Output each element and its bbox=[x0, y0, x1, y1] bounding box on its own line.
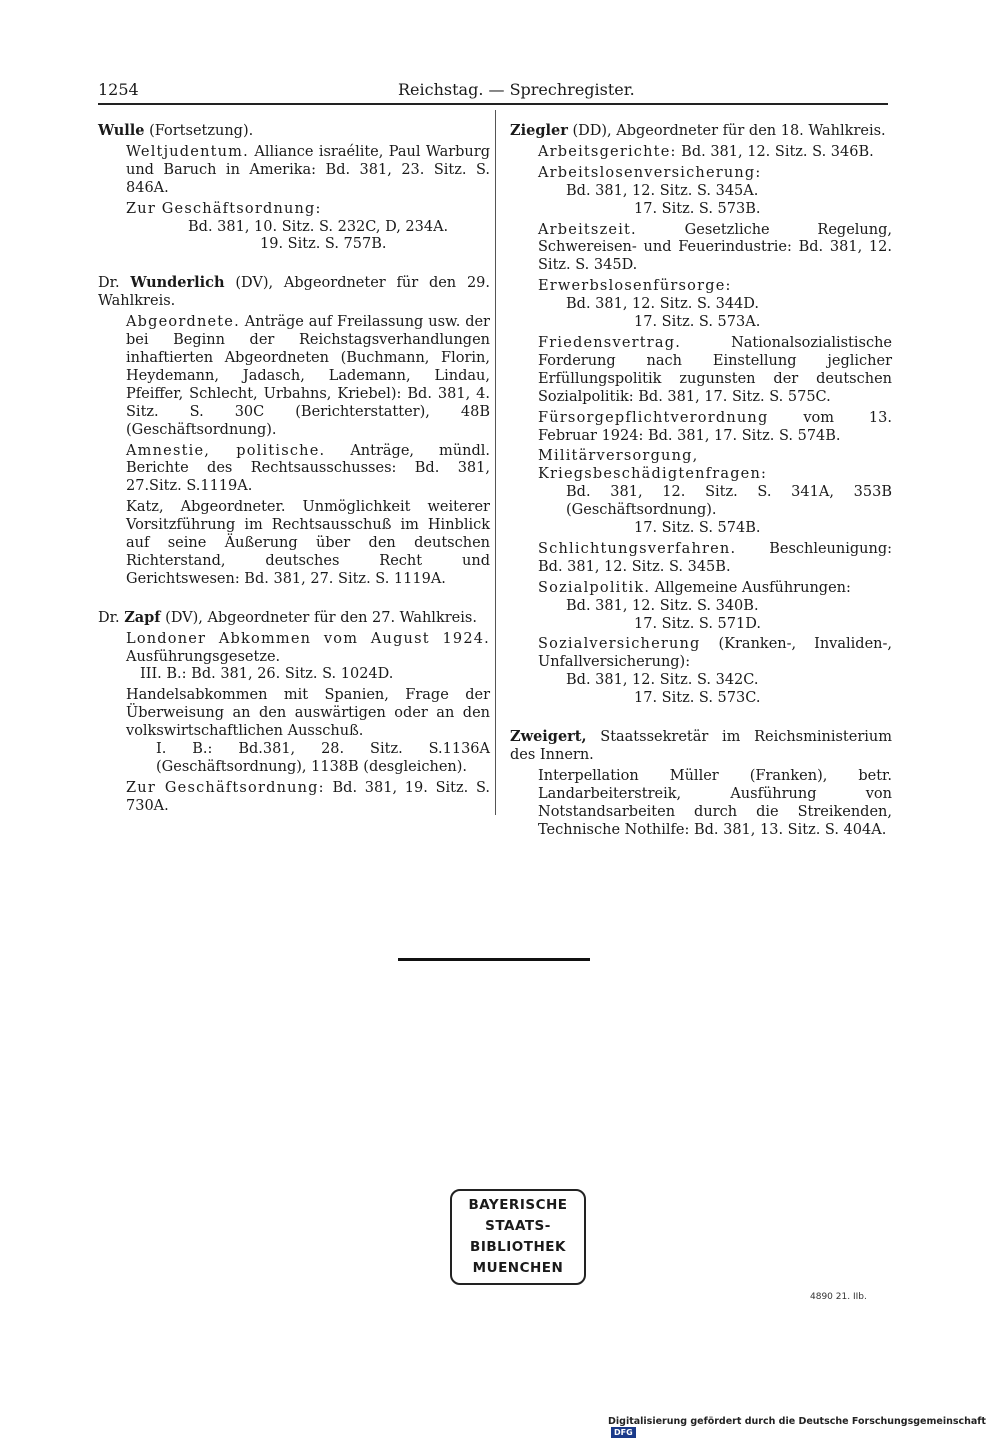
left-column bbox=[98, 122, 490, 836]
reference: 17. Sitz. S. 573B. bbox=[634, 200, 761, 217]
header-rule bbox=[98, 103, 888, 105]
subject-item bbox=[510, 768, 892, 840]
subject-item bbox=[510, 580, 892, 634]
print-code: 4890 21. IIb. bbox=[810, 1292, 867, 1302]
subject-key: Arbeitszeit. bbox=[538, 221, 637, 238]
reference: Bd. 381, 12. Sitz. S. 342C. bbox=[566, 672, 759, 689]
column-divider bbox=[495, 110, 496, 815]
subject-key: Abgeordnete. bbox=[126, 314, 240, 331]
entry-ziegler bbox=[510, 122, 892, 708]
subject-item bbox=[510, 448, 892, 538]
subject-item bbox=[510, 165, 892, 219]
subject-item bbox=[98, 314, 490, 439]
library-stamp bbox=[450, 1189, 586, 1285]
subject-key: Katz, Abgeordneter. bbox=[126, 499, 286, 516]
subject-key: Londoner Abkommen vom August 1924. bbox=[126, 630, 490, 647]
running-title: Reichstag. — Sprechregister. bbox=[398, 80, 635, 99]
subject-key: Sozialpolitik. bbox=[538, 579, 651, 596]
speaker-name: Ziegler bbox=[510, 122, 568, 139]
entry-zapf bbox=[98, 609, 490, 816]
reference: Bd. 381, 12. Sitz. S. 344D. bbox=[566, 296, 760, 313]
speaker-name: Wulle bbox=[98, 122, 145, 139]
subject-text: Allgemeine Ausführungen: bbox=[650, 579, 851, 596]
page-number: 1254 bbox=[98, 80, 139, 99]
entry-zweigert bbox=[510, 728, 892, 839]
subject-item bbox=[510, 278, 892, 332]
reference: Bd. 381, 12. Sitz. S. 340B. bbox=[566, 597, 759, 614]
subject-key: Zur Geschäftsordnung: bbox=[126, 200, 322, 217]
subject-text: Bd. 381, 19. Sitz. S. 730A. bbox=[126, 779, 491, 814]
subject-key: Militärversorgung, Kriegsbeschädigtenfragen: bbox=[538, 448, 768, 483]
reference: Bd. 381, 10. Sitz. S. 232C, D, 234A. bbox=[188, 218, 449, 235]
reference: Bd. 381, 12. Sitz. S. 341A, 353B (Geschäftsordnung). bbox=[566, 484, 892, 519]
subject-text: Anträge, mündl. Berichte des Rechtsausschusses: Bd. 381, 27.Sitz. S.1119A. bbox=[126, 442, 491, 495]
subject-key: Zur Geschäftsordnung: bbox=[126, 779, 325, 796]
subject-text: Interpellation Müller (Franken), betr. Landarbeiterstreik, Ausführung von Notstandsarbeiten durch die Streikenden, Technische Nothilfe: Bd. 381, 13. Sitz. S. 404A. bbox=[538, 767, 892, 838]
subject-item bbox=[510, 222, 892, 276]
speaker-name: Zapf bbox=[124, 608, 161, 626]
speaker-info: (DD), Abgeordneter für den 18. Wahlkreis. bbox=[567, 123, 886, 139]
entry-wunderlich bbox=[98, 274, 490, 588]
subject-key: Arbeitslosenversicherung: bbox=[538, 164, 762, 181]
reference: 17. Sitz. S. 571D. bbox=[634, 615, 761, 632]
subject-item bbox=[510, 144, 892, 162]
reference: 19. Sitz. S. 757B. bbox=[260, 236, 387, 253]
footer-text: Digitalisierung gefördert durch die Deutsche Forschungsgemeinschaft bbox=[608, 1416, 986, 1427]
subject-text: Unmöglichkeit weiterer Vorsitzführung im Rechtsausschuß im Hinblick auf seine Äußerung über den deutschen Richterstand, deutsches Recht und Gerichtswesen: Bd. 381, 27. Sitz. S. 1119A. bbox=[126, 499, 490, 587]
subject-key: Erwerbslosenfürsorge: bbox=[538, 278, 732, 295]
subject-item bbox=[98, 631, 490, 685]
subject-item bbox=[98, 687, 490, 777]
reference: 17. Sitz. S. 573A. bbox=[634, 314, 761, 331]
subject-text: Alliance israélite, Paul Warburg und Baruch in Amerika: Bd. 381, 23. Sitz. S. 846A. bbox=[126, 143, 490, 196]
subject-key: Fürsorgepflichtverordnung bbox=[538, 409, 769, 426]
section-separator bbox=[398, 958, 590, 961]
subject-item bbox=[510, 636, 892, 708]
reference: 17. Sitz. S. 574B. bbox=[634, 520, 761, 537]
speaker-title: Dr. bbox=[98, 609, 125, 626]
speaker-title: Dr. bbox=[98, 275, 131, 292]
subject-text: Gesetzliche Regelung, Schwereisen- und Feuerindustrie: Bd. 381, 12. Sitz. S. 345D. bbox=[538, 221, 892, 274]
subject-item bbox=[510, 335, 892, 407]
subject-text: (Kranken-, Invaliden-, Unfallversicherung): bbox=[538, 636, 892, 671]
speaker-info: Staatssekretär im Reichsministerium des Innern. bbox=[510, 729, 892, 763]
subject-key: Weltjudentum. bbox=[126, 143, 249, 160]
subject-item bbox=[98, 780, 490, 816]
subject-key: Arbeitsgerichte: bbox=[538, 143, 677, 160]
subject-key: Friedensvertrag. bbox=[538, 334, 682, 351]
subject-text: Beschleunigung: Bd. 381, 12. Sitz. S. 345B. bbox=[538, 540, 892, 575]
subject-item bbox=[510, 410, 892, 446]
running-header bbox=[98, 80, 888, 102]
stamp-line: MUENCHEN bbox=[472, 1260, 564, 1276]
speaker-info: (Fortsetzung). bbox=[144, 123, 254, 139]
reference: III. B.: Bd. 381, 26. Sitz. S. 1024D. bbox=[140, 666, 394, 683]
subject-text: Nationalsozialistische Forderung nach Einstellung jeglicher Erfüllungspolitik zugunsten der deutschen Sozialpolitik: Bd. 381, 17. Sitz. S. 575C. bbox=[538, 334, 892, 405]
subject-item bbox=[98, 443, 490, 497]
subject-text: Anträge auf Freilassung usw. der bei Beginn der Reichstagsverhandlungen inhaftierten Abgeordneten (Buchmann, Florin, Heydemann, Jadasch, Lademann, Lindau, Pfeiffer, Schlecht, Urbahns, Kriebel): Bd. 381, 4. Sitz. S. 30C (Berichterstatter), 48B (Geschäftsordnung). bbox=[126, 314, 490, 438]
footer-credit bbox=[608, 1416, 1000, 1438]
stamp-line: BIBLIOTHEK bbox=[470, 1239, 566, 1255]
subject-text: Frage der Überweisung an den auswärtigen oder an den volkswirtschaftlichen Ausschuß. bbox=[126, 687, 490, 740]
entry-wulle bbox=[98, 122, 490, 254]
subject-key: Sozialversicherung bbox=[538, 636, 701, 653]
speaker-info: (DV), Abgeordneter für den 27. Wahlkreis. bbox=[160, 609, 477, 626]
subject-item bbox=[98, 499, 490, 589]
subject-key: Handelsabkommen mit Spanien, bbox=[126, 687, 389, 704]
speaker-info: (DV), Abgeordneter für den 29. Wahlkreis. bbox=[98, 275, 491, 310]
stamp-line: STAATS- bbox=[485, 1218, 551, 1234]
subject-item bbox=[510, 541, 892, 577]
subject-item bbox=[98, 201, 490, 255]
subject-key: Amnestie, politische. bbox=[126, 442, 326, 459]
reference: I. B.: Bd.381, 28. Sitz. S.1136A (Geschäftsordnung), 1138B (desgleichen). bbox=[156, 741, 490, 775]
right-column bbox=[510, 122, 892, 860]
subject-text: Ausführungsgesetze. bbox=[126, 648, 281, 665]
reference: 17. Sitz. S. 573C. bbox=[634, 690, 761, 707]
subject-item bbox=[98, 144, 490, 198]
subject-key: Schlichtungsverfahren. bbox=[538, 540, 737, 557]
speaker-name: Wunderlich bbox=[130, 274, 225, 292]
stamp-line: BAYERISCHE bbox=[468, 1197, 568, 1213]
dfg-logo-icon: DFG bbox=[611, 1427, 636, 1438]
speaker-name: Zweigert, bbox=[510, 728, 587, 746]
reference: Bd. 381, 12. Sitz. S. 345A. bbox=[566, 182, 759, 199]
subject-text: Bd. 381, 12. Sitz. S. 346B. bbox=[676, 143, 874, 160]
subject-text: vom 13. Februar 1924: Bd. 381, 17. Sitz. S. 574B. bbox=[538, 409, 892, 444]
